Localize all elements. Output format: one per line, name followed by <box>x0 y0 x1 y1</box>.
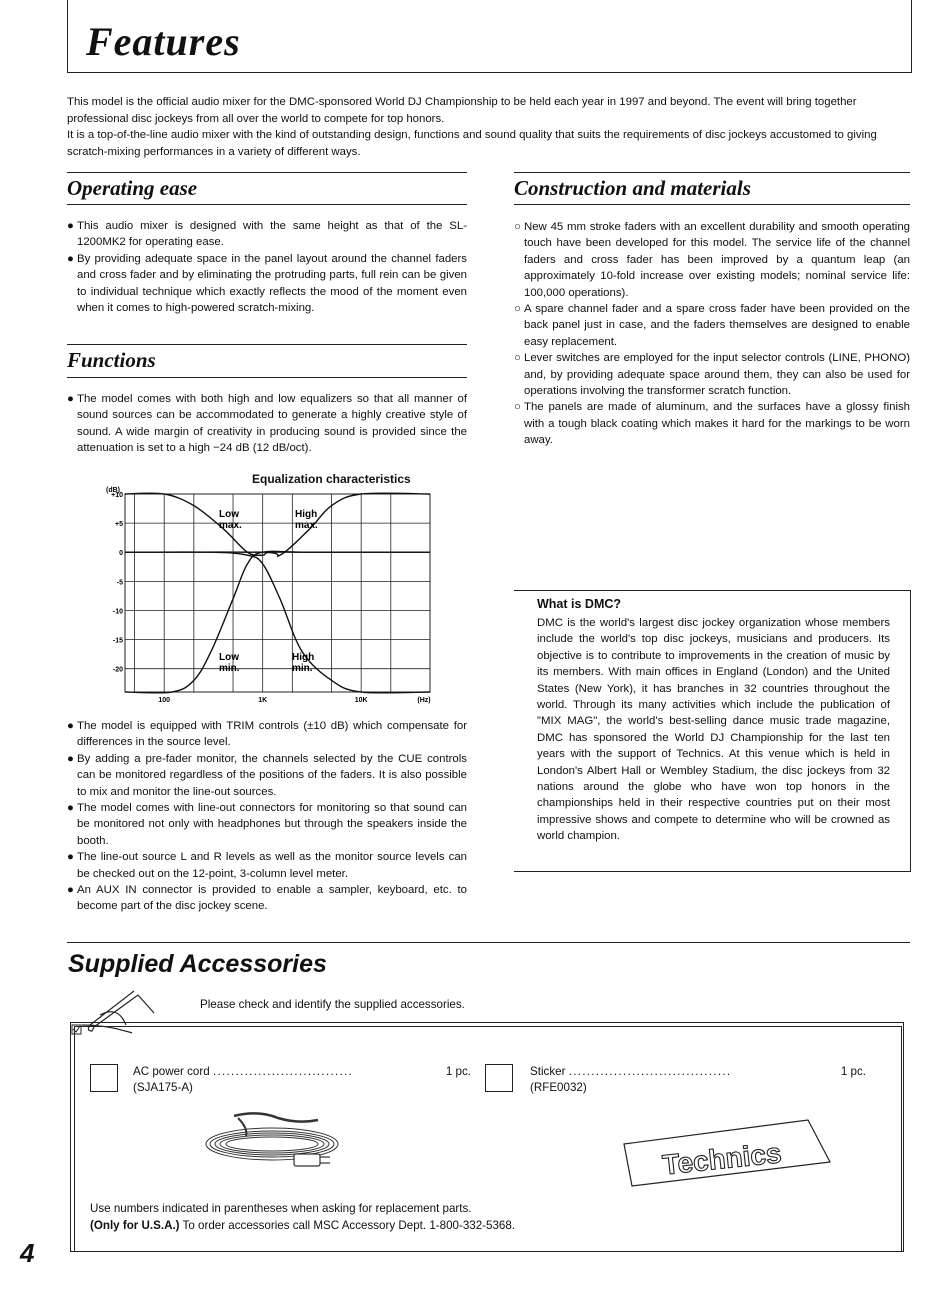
dmc-title: What is DMC? <box>537 597 622 611</box>
section-title-operating-ease: Operating ease <box>67 176 198 200</box>
bullet-icon: ● <box>67 393 74 405</box>
sticker-logo-text: Technics <box>660 1137 783 1181</box>
label-low-max: Low <box>219 509 239 520</box>
label-high-max: High <box>295 509 318 520</box>
section-rule <box>67 344 467 345</box>
list-item: ● The model comes with line-out connectors for monitoring so that sound can be monitored not only with headphones but through the speakers inside the booth. <box>67 802 467 847</box>
x-tick-label: 1K <box>258 697 268 704</box>
bullet-icon: ● <box>67 802 74 815</box>
label-high-min: High <box>292 652 315 663</box>
bullet-icon: ● <box>67 884 74 897</box>
accessories-title: Supplied Accessories <box>68 950 327 978</box>
label-low-min: min. <box>219 663 240 674</box>
list-item: ● This audio mixer is designed with the same height as that of the SL-1200MK2 for operating ease. <box>67 220 467 249</box>
construction-list <box>514 219 910 449</box>
label-low-max: max. <box>219 520 242 531</box>
section-rule <box>67 204 467 205</box>
section-rule <box>67 377 467 378</box>
intro-paragraph: This model is the official audio mixer for the DMC-sponsored World DJ Championship to be held each year in 1997 and beyond. The event will bring together professional disc jockeys from all over the world to compete for top honors. <box>67 96 857 125</box>
accessory-item-ac-power-cord: AC power cord ............................... 1 pc. (SJA175-A) <box>133 1065 471 1094</box>
eq-chart <box>95 484 440 710</box>
intro-paragraph: It is a top-of-the-line audio mixer with the kind of outstanding design, functions and sound quality that suits the requirements of disc jockeys accustomed to giving scratch-mixing performances in a variety of different ways. <box>67 129 877 158</box>
list-item: ○ Lever switches are employed for the input selector controls (LINE, PHONO) and, by providing adequate space around them, they can also be used for operations involving the transformer scratch function. <box>514 352 910 398</box>
bullet-icon: ● <box>67 752 74 765</box>
y-axis-label: (dB) <box>106 487 120 494</box>
list-item: ● The line-out source L and R levels as well as the monitor source levels can be checked out on the 12-point, 3-column level meter. <box>67 851 467 880</box>
chart-labels <box>106 487 431 704</box>
x-axis-label: (Hz) <box>417 697 431 704</box>
list-item: ● By providing adequate space in the panel layout around the channel faders and cross fader and by eliminating the protruding parts, full rein can be given to individual technique which exactly reflects the mood of the moment even when it comes to high-powered scratch-mixing. <box>67 252 467 315</box>
bullet-icon: ○ <box>514 303 521 316</box>
list-item: ○ New 45 mm stroke faders with an excellent durability and smooth operating touch have been developed for this model. The service life of the channel faders and cross fader has been improved by a quantum leap (an approximately 10-fold increase over existing models; nominal service life: 100,000 operations). <box>514 221 910 299</box>
y-tick-label: +5 <box>115 521 123 529</box>
y-tick-label: -5 <box>116 579 123 587</box>
bullet-icon: ● <box>67 220 74 232</box>
x-tick-label: 100 <box>158 697 171 704</box>
page-title: Features <box>86 19 241 64</box>
technics-sticker <box>616 1116 838 1188</box>
bullet-icon: ● <box>67 720 74 732</box>
bullet-icon: ● <box>67 851 74 864</box>
bullet-icon: ● <box>67 252 74 265</box>
accessories-note: Please check and identify the supplied accessories. <box>200 998 465 1011</box>
y-tick-label: -15 <box>112 637 123 645</box>
bullet-icon: ○ <box>514 352 521 365</box>
y-tick-label: -20 <box>112 666 123 674</box>
section-title-construction: Construction and materials <box>514 176 751 200</box>
checkbox-ac-power-cord[interactable] <box>90 1064 118 1092</box>
eq-curve-high-min <box>125 552 430 693</box>
intro-text <box>67 94 912 160</box>
bullet-icon: ○ <box>514 221 521 233</box>
y-tick-label: +10 <box>111 492 123 499</box>
list-item: ○ A spare channel fader and a spare cross fader have been provided on the back panel just in case, and the faders themselves are designed to enable easy replacement. <box>514 303 910 348</box>
dmc-body: DMC is the world's largest disc jockey organization whose members include the world's top disc jockeys, musicians and producers. Its objective is to contribute to improvements in the creation of music by its members. With main offices in England (London) and the United States (New York), it has branches in 32 countries throughout the world. Through its many activities which include the publication of "MIX MAG", the world's best-selling dance music trade magazine, DMC has sponsored the World DJ Championship for the last ten years with the support of Technics. At this venue which is held in London's Albert Hall or Wembley Stadium, the disc jockeys from 32 nations around the globe who have won top honors in the championships held in their respective countries put on their most impressive shows and compete to determine who will be crowned as world champion. <box>537 617 890 843</box>
power-cord-image <box>198 1108 354 1172</box>
functions-list-bottom <box>67 718 467 915</box>
label-high-max: max. <box>295 520 318 531</box>
eq-curve-low-min <box>125 551 430 692</box>
page-number: 4 <box>20 1238 35 1268</box>
x-tick-label: 10K <box>354 697 368 704</box>
eq-curve-low-max <box>125 493 430 555</box>
functions-list-top <box>67 391 467 457</box>
accessory-item-sticker: Sticker .................................... 1 pc. (RFE0032) <box>530 1065 866 1094</box>
list-item: ○ The panels are made of aluminum, and the surfaces have a glossy finish with a tough black coating which makes it hard for the markings to be worn away. <box>514 401 910 447</box>
checkbox-sticker[interactable] <box>485 1064 513 1092</box>
bullet-icon: ○ <box>514 401 521 414</box>
accessories-footnote: Use numbers indicated in parentheses when asking for replacement parts. (Only for U.S.A.) To order accessories call MSC Accessory Dept. 1-800-332-5368. <box>90 1202 516 1232</box>
label-low-min: Low <box>219 652 239 663</box>
section-rule <box>514 172 910 173</box>
list-item: ● The model is equipped with TRIM controls (±10 dB) which compensate for differences in the source level. <box>67 720 467 749</box>
section-rule <box>67 942 910 943</box>
label-high-min: min. <box>292 663 313 674</box>
operating-ease-list <box>67 218 467 316</box>
eq-curve-high-max <box>125 493 430 556</box>
y-tick-label: 0 <box>119 550 123 558</box>
section-rule <box>514 204 910 205</box>
section-title-functions: Functions <box>67 348 156 372</box>
list-item: ● The model comes with both high and low equalizers so that all manner of sound sources can be accommodated to generate a highly creative style of sound. A wide margin of creativity in producing sound is provided since the attenuation is set to a high −24 dB (12 dB/oct). <box>67 393 467 455</box>
list-item: ● By adding a pre-fader monitor, the channels selected by the CUE controls can be monitored regardless of the positions of the faders. It is also possible to mix and monitor the line-out sources. <box>67 752 467 798</box>
y-tick-label: -10 <box>112 608 123 616</box>
list-item: ● An AUX IN connector is provided to enable a sampler, keyboard, etc. to become part of the disc jockey scene. <box>67 884 467 913</box>
chart-title: Equalization characteristics <box>252 472 411 486</box>
section-rule <box>67 172 467 173</box>
